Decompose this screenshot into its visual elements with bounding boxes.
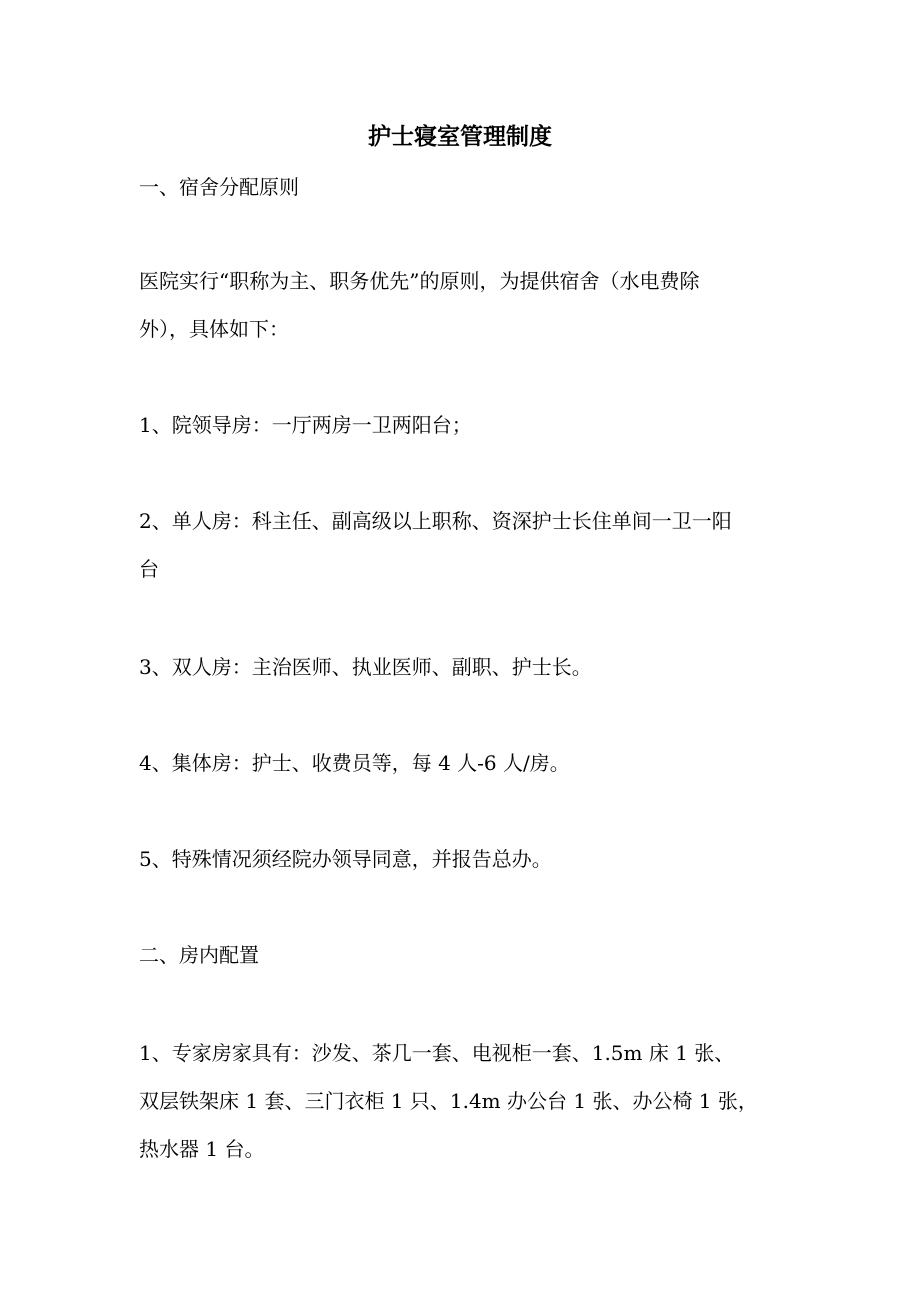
furnishing-item-line-1: 1、专家房家具有：沙发、茶几一套、电视柜一套、1.5m 床 1 张、 — [139, 1041, 735, 1065]
list-item-single-room-line-2: 台 — [139, 557, 159, 581]
list-item-leader-room: 1、院领导房：一厅两房一卫两阳台； — [139, 413, 472, 437]
section-heading-furnishing: 二、房内配置 — [139, 943, 259, 967]
section-heading-allocation: 一、宿舍分配原则 — [139, 175, 299, 199]
list-item-single-room-line-1: 2、单人房：科主任、副高级以上职称、资深护士长住单间一卫一阳 — [139, 509, 732, 533]
list-item-special-cases: 5、特殊情况须经院办领导同意，并报告总办。 — [139, 847, 552, 871]
list-item-group-room: 4、集体房：护士、收费员等，每 4 人-6 人/房。 — [139, 751, 570, 775]
furnishing-item-line-2: 双层铁架床 1 套、三门衣柜 1 只、1.4m 办公台 1 张、办公椅 1 张， — [139, 1089, 758, 1113]
intro-line-2: 外），具体如下： — [139, 317, 289, 341]
furnishing-item-line-3: 热水器 1 台。 — [139, 1137, 265, 1161]
document-title: 护士寝室管理制度 — [368, 124, 552, 150]
list-item-double-room: 3、双人房：主治医师、执业医师、副职、护士长。 — [139, 655, 592, 679]
intro-line-1: 医院实行“职称为主、职务优先”的原则，为提供宿舍（水电费除 — [139, 269, 700, 293]
